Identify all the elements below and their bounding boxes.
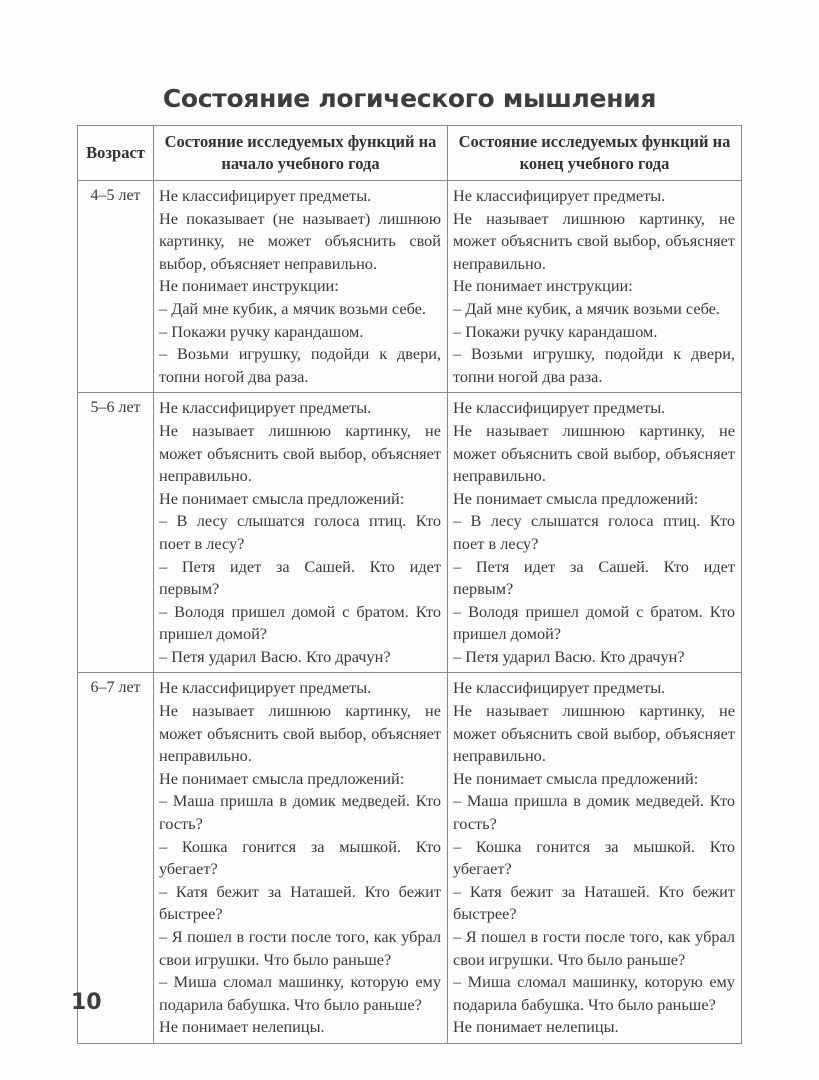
cell-line: Не понимает смысла предложений: bbox=[159, 488, 405, 508]
cell-line: Не классифицирует предметы. bbox=[159, 678, 372, 698]
age-cell: 6–7 лет bbox=[78, 673, 154, 1044]
cell-line: Не классифицирует предметы. bbox=[453, 678, 666, 698]
age-cell: 4–5 лет bbox=[78, 181, 154, 393]
cell-line: Не классифицирует предметы. bbox=[453, 186, 666, 205]
cell-line: – Катя бежит за Наташей. Кто бежит быстрее? bbox=[159, 881, 441, 924]
cell-line: Не классифицирует предметы. bbox=[453, 398, 666, 418]
cell-line: Не понимает нелепицы. bbox=[159, 1017, 325, 1037]
cell-line: Не называет лишнюю картинку, не может объяснить свой выбор, объясняет неправильно. bbox=[453, 701, 735, 766]
cell-line: – Петя идет за Сашей. Кто идет первым? bbox=[453, 556, 735, 599]
cell-line: Не понимает инструкции: bbox=[159, 276, 339, 296]
header-age: Возраст bbox=[78, 126, 154, 181]
cell-line: Не называет лишнюю картинку, не может объяснить свой выбор, объясняет неправильно. bbox=[453, 208, 735, 273]
cell-line: – Володя пришел домой с братом. Кто пришел домой? bbox=[453, 601, 735, 644]
cell-line: Не называет лишнюю картинку, не может объяснить свой выбор, объясняет неправильно. bbox=[159, 420, 441, 486]
cell-line: – Я пошел в гости после того, как убрал свои игрушки. Что было раньше? bbox=[453, 927, 735, 969]
cell-line: Не понимает инструкции: bbox=[453, 276, 633, 296]
cell-line: – Возьми игрушку, подойди к двери, топни ногой два раза. bbox=[453, 344, 735, 386]
cell-line: – Миша сломал машинку, которую ему подарила бабушка. Что было раньше? bbox=[159, 972, 441, 1014]
cell-line: – Миша сломал машинку, которую ему подарила бабушка. Что было раньше? bbox=[453, 972, 735, 1014]
table-header-row bbox=[78, 126, 742, 181]
cell-line: – Маша пришла в домик медведей. Кто гость? bbox=[453, 791, 735, 834]
cell-line: Не классифицирует предметы. bbox=[159, 398, 372, 418]
cell-line: – Покажи ручку карандашом. bbox=[159, 321, 364, 341]
cell-line: – Дай мне кубик, а мячик возьми себе. bbox=[159, 298, 426, 318]
end-cell bbox=[448, 673, 742, 1044]
cell-line: – В лесу слышатся голоса птиц. Кто поет в лесу? bbox=[159, 511, 441, 553]
cell-line: – Дай мне кубик, а мячик возьми себе. bbox=[453, 298, 720, 318]
page-number: 10 bbox=[71, 990, 102, 1015]
table-row bbox=[78, 393, 742, 673]
age-cell: 5–6 лет bbox=[78, 393, 154, 673]
cell-line: – Возьми игрушку, подойди к двери, топни ногой два раза. bbox=[159, 344, 441, 386]
cell-line: Не понимает смысла предложений: bbox=[159, 768, 405, 788]
cell-line: Не называет лишнюю картинку, не может объяснить свой выбор, объясняет неправильно. bbox=[453, 420, 735, 486]
cell-line: – Кошка гонится за мышкой. Кто убегает? bbox=[453, 836, 735, 879]
cell-line: – Кошка гонится за мышкой. Кто убегает? bbox=[159, 836, 441, 879]
cell-line: – Я пошел в гости после того, как убрал свои игрушки. Что было раньше? bbox=[159, 927, 441, 969]
end-cell bbox=[448, 393, 742, 673]
start-cell bbox=[154, 181, 448, 393]
cell-line: Не понимает нелепицы. bbox=[453, 1017, 619, 1037]
cell-line: Не называет лишнюю картинку, не может объяснить свой выбор, объясняет неправильно. bbox=[159, 701, 441, 766]
cell-line: – Катя бежит за Наташей. Кто бежит быстрее? bbox=[453, 881, 735, 924]
cell-line: – В лесу слышатся голоса птиц. Кто поет в лесу? bbox=[453, 511, 735, 553]
cell-line: Не понимает смысла предложений: bbox=[453, 768, 699, 788]
cell-line: Не показывает (не называет) лишнюю картинку, не может объяснить свой выбор, объясняет неправильно. bbox=[159, 208, 441, 273]
table-row bbox=[78, 673, 742, 1044]
cell-line: Не классифицирует предметы. bbox=[159, 186, 372, 205]
cell-line: – Петя идет за Сашей. Кто идет первым? bbox=[159, 556, 441, 599]
header-end-of-year: Состояние исследуемых функций на конец учебного года bbox=[448, 126, 742, 181]
cell-line: – Володя пришел домой с братом. Кто пришел домой? bbox=[159, 601, 441, 644]
start-cell bbox=[154, 673, 448, 1044]
table-row bbox=[78, 181, 742, 393]
start-cell bbox=[154, 393, 448, 673]
logic-thinking-table bbox=[77, 125, 742, 1044]
cell-line: – Петя ударил Васю. Кто драчун? bbox=[453, 646, 685, 666]
cell-line: – Маша пришла в домик медведей. Кто гость? bbox=[159, 791, 441, 834]
cell-line: – Петя ударил Васю. Кто драчун? bbox=[159, 646, 391, 666]
end-cell bbox=[448, 181, 742, 393]
page-title: Состояние логического мышления bbox=[162, 84, 657, 113]
header-start-of-year: Состояние исследуемых функций на начало учебного года bbox=[154, 126, 448, 181]
cell-line: – Покажи ручку карандашом. bbox=[453, 321, 658, 341]
cell-line: Не понимает смысла предложений: bbox=[453, 488, 699, 508]
